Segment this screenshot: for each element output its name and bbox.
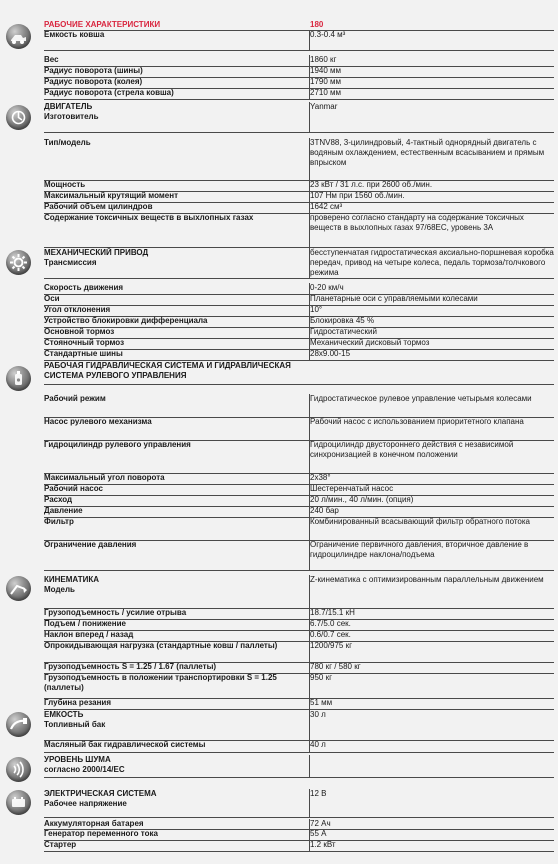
column-divider [309, 740, 310, 753]
spec-label: Основной тормоз [44, 327, 115, 336]
spec-row [44, 755, 554, 778]
spec-value: Шестеренчатый насос [310, 484, 394, 493]
spec-value: Гидроцилиндр двустороннего действия с независимой синхронизацией в конечном положении [310, 440, 514, 459]
spec-label: ЭЛЕКТРИЧЕСКАЯ СИСТЕМА Рабочее напряжение [44, 789, 157, 808]
column-divider [309, 88, 310, 100]
spec-label: Тип/модель [44, 138, 91, 147]
spec-label: ЕМКОСТЬ Топливный бак [44, 710, 106, 729]
spec-value: 950 кг [310, 673, 332, 682]
spec-label: Фильтр [44, 517, 74, 526]
column-divider [309, 789, 310, 818]
fuel-hose-icon [6, 712, 31, 737]
spec-label: ДВИГАТЕЛЬ Изготовитель [44, 102, 99, 121]
spec-label: Оси [44, 294, 60, 303]
spec-label: Радиус поворота (стрела ковша) [44, 88, 174, 97]
spec-label: Мощность [44, 180, 86, 189]
spec-value: 55 А [310, 829, 327, 838]
column-divider [309, 840, 310, 852]
sound-wave-icon [6, 757, 31, 782]
spec-value: 0.3-0.4 м³ [310, 30, 346, 39]
engine-icon [6, 105, 31, 130]
spec-label: Рабочий насос [44, 484, 103, 493]
spec-row [44, 540, 554, 571]
spec-label: Рабочий режим [44, 394, 106, 403]
spec-row [44, 30, 554, 51]
spec-value: 240 бар [310, 506, 339, 515]
spec-value: Гидростатическое рулевое управление четырьмя колесами [310, 394, 532, 403]
spec-label: Максимальный крутящий момент [44, 191, 178, 200]
spec-label: Стандартные шины [44, 349, 123, 358]
spec-value: Планетарные оси с управляемыми колесами [310, 294, 478, 303]
spec-label: КИНЕМАТИКА Модель [44, 575, 100, 594]
spec-value: 1940 мм [310, 66, 342, 75]
spec-label: Ограничение давления [44, 540, 137, 549]
spec-label: Устройство блокировки дифференциала [44, 316, 208, 325]
spec-row [44, 349, 554, 361]
spec-label: Грузоподъемность S = 1.25 / 1.67 (паллеты) [44, 662, 217, 671]
spec-label: Радиус поворота (шины) [44, 66, 143, 75]
hydraulic-canister-icon [6, 366, 31, 391]
spec-label: Емкость ковша [44, 30, 105, 39]
spec-label: Масляный бак гидравлической системы [44, 740, 206, 749]
spec-value: 1790 мм [310, 77, 342, 86]
column-divider [309, 440, 310, 474]
spec-value: 3TNV88, 3-цилиндровый, 4-тактный однорядный двигатель с водяным охлаждением, естественным всасыванием и прямым впрыском [310, 138, 545, 167]
column-divider [309, 213, 310, 248]
spec-value: 1642 см³ [310, 202, 343, 211]
column-divider [309, 755, 310, 778]
spec-label: РАБОЧИЕ ХАРАКТЕРИСТИКИ [44, 20, 161, 29]
spec-row [44, 840, 554, 852]
spec-row [44, 575, 554, 609]
spec-row [44, 102, 554, 133]
spec-label: Рабочий объем цилиндров [44, 202, 153, 211]
column-divider [309, 102, 310, 133]
spec-label: Радиус поворота (колея) [44, 77, 143, 86]
spec-value: 1.2 кВт [310, 840, 336, 849]
spec-label: МЕХАНИЧЕСКИЙ ПРИВОД Трансмиссия [44, 248, 149, 267]
column-divider [309, 575, 310, 609]
spec-value: 107 Нм при 1560 об./мин. [310, 191, 405, 200]
spec-value: бесступенчатая гидростатическая аксиально-поршневая коробка передач, привод на четыре колеса, педаль тормоза/толчкового режима [310, 248, 554, 277]
spec-row [44, 440, 554, 474]
spec-label: Грузоподъемность / усилие отрыва [44, 608, 187, 617]
column-divider [309, 349, 310, 361]
spec-value: 2710 мм [310, 88, 342, 97]
column-divider [309, 673, 310, 699]
column-divider [309, 138, 310, 181]
spec-value: Механический дисковый тормоз [310, 338, 430, 347]
spec-value: Yanmar [310, 102, 338, 111]
spec-value: 40 л [310, 740, 326, 749]
spec-label: Скорость движения [44, 283, 124, 292]
spec-label: Стартер [44, 840, 77, 849]
column-divider [309, 30, 310, 51]
spec-label: УРОВЕНЬ ШУМА согласно 2000/14/ЕС [44, 755, 125, 774]
column-divider [309, 710, 310, 741]
spec-value: 28х9.00-15 [310, 349, 351, 358]
spec-value: 51 мм [310, 698, 333, 707]
spec-row [44, 213, 554, 248]
battery-icon [6, 790, 31, 815]
spec-label: Генератор переменного тока [44, 829, 158, 838]
spec-value: 30 л [310, 710, 326, 719]
spec-label: Расход [44, 495, 73, 504]
spec-value: 18.7/15.1 кН [310, 608, 355, 617]
column-divider [309, 540, 310, 571]
spec-value: Комбинированный всасывающий фильтр обратного потока [310, 517, 531, 526]
spec-row [44, 673, 554, 699]
loader-icon [6, 24, 31, 49]
column-divider [309, 248, 310, 279]
spec-row [44, 88, 554, 100]
spec-label: Опрокидывающая нагрузка (стандартные ковш / паллеты) [44, 641, 278, 650]
spec-value: Рабочий насос с использованием приоритетного клапана [310, 417, 524, 426]
spec-row [44, 517, 554, 541]
spec-value: 72 Ач [310, 819, 331, 828]
spec-value: 20 л/мин., 40 л/мин. (опция) [310, 495, 414, 504]
spec-label: Давление [44, 506, 83, 515]
spec-value: Блокировка 45 % [310, 316, 375, 325]
spec-row [44, 361, 554, 385]
spec-value: 1860 кг [310, 55, 337, 64]
column-divider [309, 641, 310, 663]
spec-value: проверено согласно стандарту на содержание токсичных веществ в выхлопных газах 97/68ЕС, уровень 3А [310, 213, 524, 232]
spec-value: 2х38° [310, 473, 331, 482]
spec-value: 12 В [310, 789, 327, 798]
spec-label: Глубина резания [44, 698, 111, 707]
spec-value: 1200/975 кг [310, 641, 353, 650]
spec-label: Стояночный тормоз [44, 338, 125, 347]
spec-label: Гидроцилиндр рулевого управления [44, 440, 191, 449]
spec-row [44, 789, 554, 818]
spec-row [44, 698, 554, 710]
spec-value: 0-20 км/ч [310, 283, 344, 292]
spec-label: РАБОЧАЯ ГИДРАВЛИЧЕСКАЯ СИСТЕМА И ГИДРАВЛИЧЕСКАЯ СИСТЕМА РУЛЕВОГО УПРАВЛЕНИЯ [44, 361, 291, 380]
spec-row [44, 248, 554, 279]
spec-value: 180 [310, 20, 324, 29]
spec-value: Гидростатический [310, 327, 377, 336]
spec-value: 10° [310, 305, 323, 314]
spec-value: 780 кг / 580 кг [310, 662, 361, 671]
spec-value: Z-кинематика с оптимизированным параллельным движением [310, 575, 544, 584]
kinematics-arm-icon [6, 576, 31, 601]
spec-label: Подъем / понижение [44, 619, 126, 628]
spec-label: Угол отклонения [44, 305, 111, 314]
spec-row [44, 710, 554, 741]
spec-value: 0.6/0.7 сек. [310, 630, 351, 639]
spec-label: Максимальный угол поворота [44, 473, 165, 482]
spec-label: Содержание токсичных веществ в выхлопных газах [44, 213, 254, 222]
spec-row [44, 394, 554, 418]
spec-label: Грузоподъемность в положении транспортировки S = 1.25 (паллеты) [44, 673, 277, 692]
spec-row [44, 740, 554, 753]
column-divider [309, 417, 310, 441]
gear-icon [6, 250, 31, 275]
column-divider [309, 698, 310, 710]
spec-label: Аккумуляторная батарея [44, 819, 144, 828]
spec-value: Ограничение первичного давления, вторичное давление в гидроцилиндре наклона/подъема [310, 540, 529, 559]
spec-value: 23 кВт / 31 л.с. при 2600 об./мин. [310, 180, 433, 189]
spec-row [44, 138, 554, 181]
spec-row [44, 641, 554, 663]
spec-label: Вес [44, 55, 59, 64]
spec-label: Наклон вперед / назад [44, 630, 134, 639]
column-divider [309, 517, 310, 541]
spec-label: Насос рулевого механизма [44, 417, 152, 426]
spec-row [44, 417, 554, 441]
column-divider [309, 394, 310, 418]
spec-value: 6.7/5.0 сек. [310, 619, 351, 628]
